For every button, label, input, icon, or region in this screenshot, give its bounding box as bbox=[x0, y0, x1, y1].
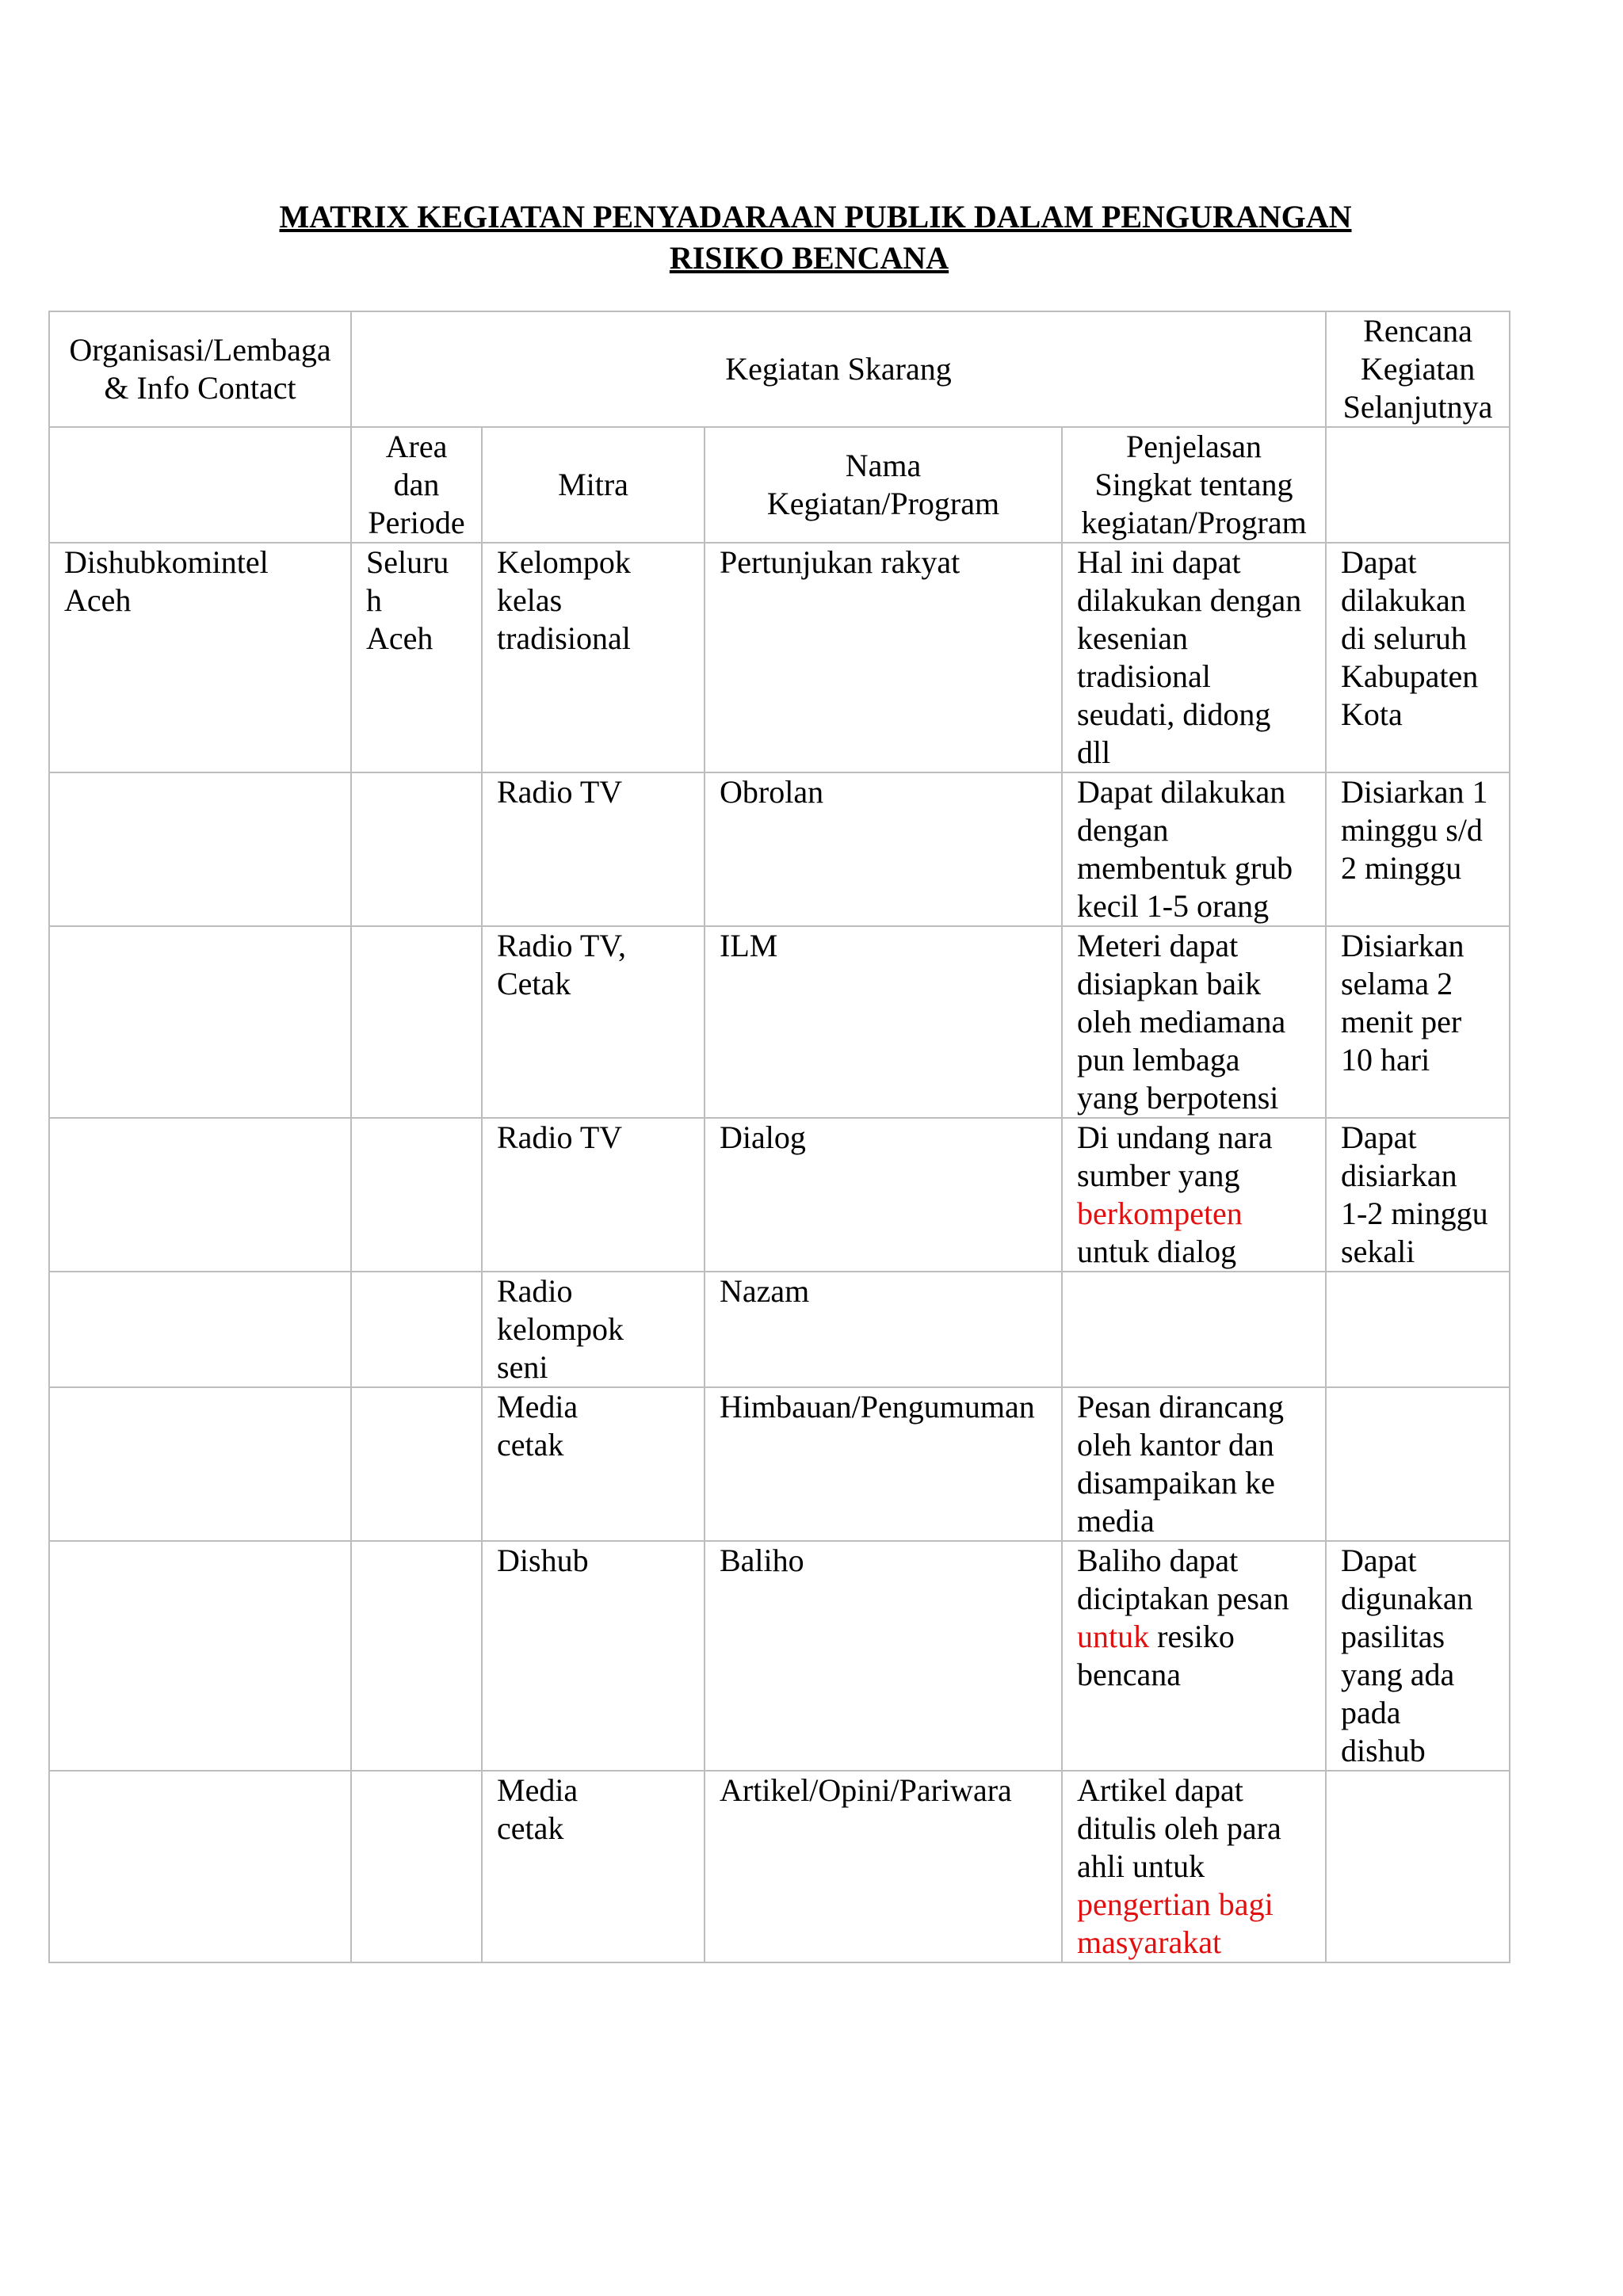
table-row bbox=[49, 1387, 1510, 1541]
cell-nama: Pertunjukan rakyat bbox=[705, 543, 1062, 772]
cell-org bbox=[49, 1118, 351, 1272]
cell-penjelasan bbox=[1062, 1272, 1326, 1387]
cell-nama: Himbauan/Pengumuman bbox=[705, 1387, 1062, 1541]
table-row bbox=[49, 1541, 1510, 1771]
cell-org: Dishubkomintel Aceh bbox=[49, 543, 351, 772]
cell-mitra: Media cetak bbox=[482, 1771, 705, 1962]
header-area: Area dan Periode bbox=[351, 427, 482, 543]
cell-rencana: Disiarkan selama 2 menit per 10 hari bbox=[1326, 926, 1510, 1118]
header-nama: Nama Kegiatan/Program bbox=[705, 427, 1062, 543]
penjelasan-text: untuk dialog bbox=[1077, 1234, 1237, 1269]
cell-area bbox=[351, 1771, 482, 1962]
cell-area bbox=[351, 1541, 482, 1771]
cell-mitra: Radio TV, Cetak bbox=[482, 926, 705, 1118]
table-row bbox=[49, 772, 1510, 926]
cell-mitra: Radio kelompok seni bbox=[482, 1272, 705, 1387]
header-organisasi: Organisasi/Lembaga & Info Contact bbox=[49, 311, 351, 427]
header-row-2 bbox=[49, 427, 1510, 543]
cell-nama: Artikel/Opini/Pariwara bbox=[705, 1771, 1062, 1962]
cell-org bbox=[49, 772, 351, 926]
cell-area bbox=[351, 1272, 482, 1387]
cell-org bbox=[49, 1771, 351, 1962]
cell-nama: Dialog bbox=[705, 1118, 1062, 1272]
table-row bbox=[49, 926, 1510, 1118]
header-penjelasan: Penjelasan Singkat tentang kegiatan/Program bbox=[1062, 427, 1326, 543]
cell-rencana: Dapat disiarkan 1-2 minggu sekali bbox=[1326, 1118, 1510, 1272]
table-row bbox=[49, 543, 1510, 772]
cell-area bbox=[351, 926, 482, 1118]
penjelasan-highlight: untuk bbox=[1077, 1619, 1150, 1654]
cell-mitra: Kelompok kelas tradisional bbox=[482, 543, 705, 772]
penjelasan-highlight: berkompeten bbox=[1077, 1196, 1243, 1231]
cell-rencana bbox=[1326, 1272, 1510, 1387]
cell-org bbox=[49, 1272, 351, 1387]
cell-area bbox=[351, 1387, 482, 1541]
header-mitra: Mitra bbox=[482, 427, 705, 543]
header-kegiatan-skarang: Kegiatan Skarang bbox=[351, 311, 1326, 427]
cell-nama: ILM bbox=[705, 926, 1062, 1118]
cell-rencana: Dapat dilakukan di seluruh Kabupaten Kota bbox=[1326, 543, 1510, 772]
cell-nama: Nazam bbox=[705, 1272, 1062, 1387]
cell-penjelasan bbox=[1062, 1541, 1326, 1771]
header-empty-org bbox=[49, 427, 351, 543]
table-row bbox=[49, 1771, 1510, 1962]
cell-rencana bbox=[1326, 1771, 1510, 1962]
penjelasan-highlight: pengertian bagi masyarakat bbox=[1077, 1886, 1274, 1960]
activity-matrix-table bbox=[48, 311, 1510, 1963]
penjelasan-text: Baliho dapat diciptakan pesan bbox=[1077, 1543, 1289, 1616]
table-row bbox=[49, 1272, 1510, 1387]
cell-nama: Obrolan bbox=[705, 772, 1062, 926]
title-line-2: RISIKO BENCANA bbox=[669, 240, 949, 276]
cell-area bbox=[351, 772, 482, 926]
table-row bbox=[49, 1118, 1510, 1272]
cell-mitra: Media cetak bbox=[482, 1387, 705, 1541]
cell-org bbox=[49, 1541, 351, 1771]
cell-penjelasan: Pesan dirancang oleh kantor dan disampaikan ke media bbox=[1062, 1387, 1326, 1541]
document-title bbox=[0, 196, 1623, 279]
cell-rencana: Dapat digunakan pasilitas yang ada pada dishub bbox=[1326, 1541, 1510, 1771]
cell-mitra: Dishub bbox=[482, 1541, 705, 1771]
cell-penjelasan: Meteri dapat disiapkan baik oleh mediamana pun lembaga yang berpotensi bbox=[1062, 926, 1326, 1118]
cell-area: Seluru h Aceh bbox=[351, 543, 482, 772]
cell-org bbox=[49, 1387, 351, 1541]
cell-mitra: Radio TV bbox=[482, 772, 705, 926]
cell-penjelasan bbox=[1062, 1771, 1326, 1962]
header-empty-rencana bbox=[1326, 427, 1510, 543]
penjelasan-text: Di undang nara sumber yang bbox=[1077, 1119, 1273, 1193]
cell-area bbox=[351, 1118, 482, 1272]
header-rencana: Rencana Kegiatan Selanjutnya bbox=[1326, 311, 1510, 427]
cell-penjelasan: Dapat dilakukan dengan membentuk grub kecil 1-5 orang bbox=[1062, 772, 1326, 926]
penjelasan-text: resiko bencana bbox=[1077, 1619, 1235, 1692]
penjelasan-text: Artikel dapat ditulis oleh para ahli untuk bbox=[1077, 1772, 1281, 1884]
cell-penjelasan: Hal ini dapat dilakukan dengan kesenian tradisional seudati, didong dll bbox=[1062, 543, 1326, 772]
cell-org bbox=[49, 926, 351, 1118]
cell-rencana: Disiarkan 1 minggu s/d 2 minggu bbox=[1326, 772, 1510, 926]
header-row-1 bbox=[49, 311, 1510, 427]
title-line-1: MATRIX KEGIATAN PENYADARAAN PUBLIK DALAM PENGURANGAN bbox=[279, 199, 1352, 235]
cell-rencana bbox=[1326, 1387, 1510, 1541]
cell-mitra: Radio TV bbox=[482, 1118, 705, 1272]
cell-nama: Baliho bbox=[705, 1541, 1062, 1771]
cell-penjelasan bbox=[1062, 1118, 1326, 1272]
